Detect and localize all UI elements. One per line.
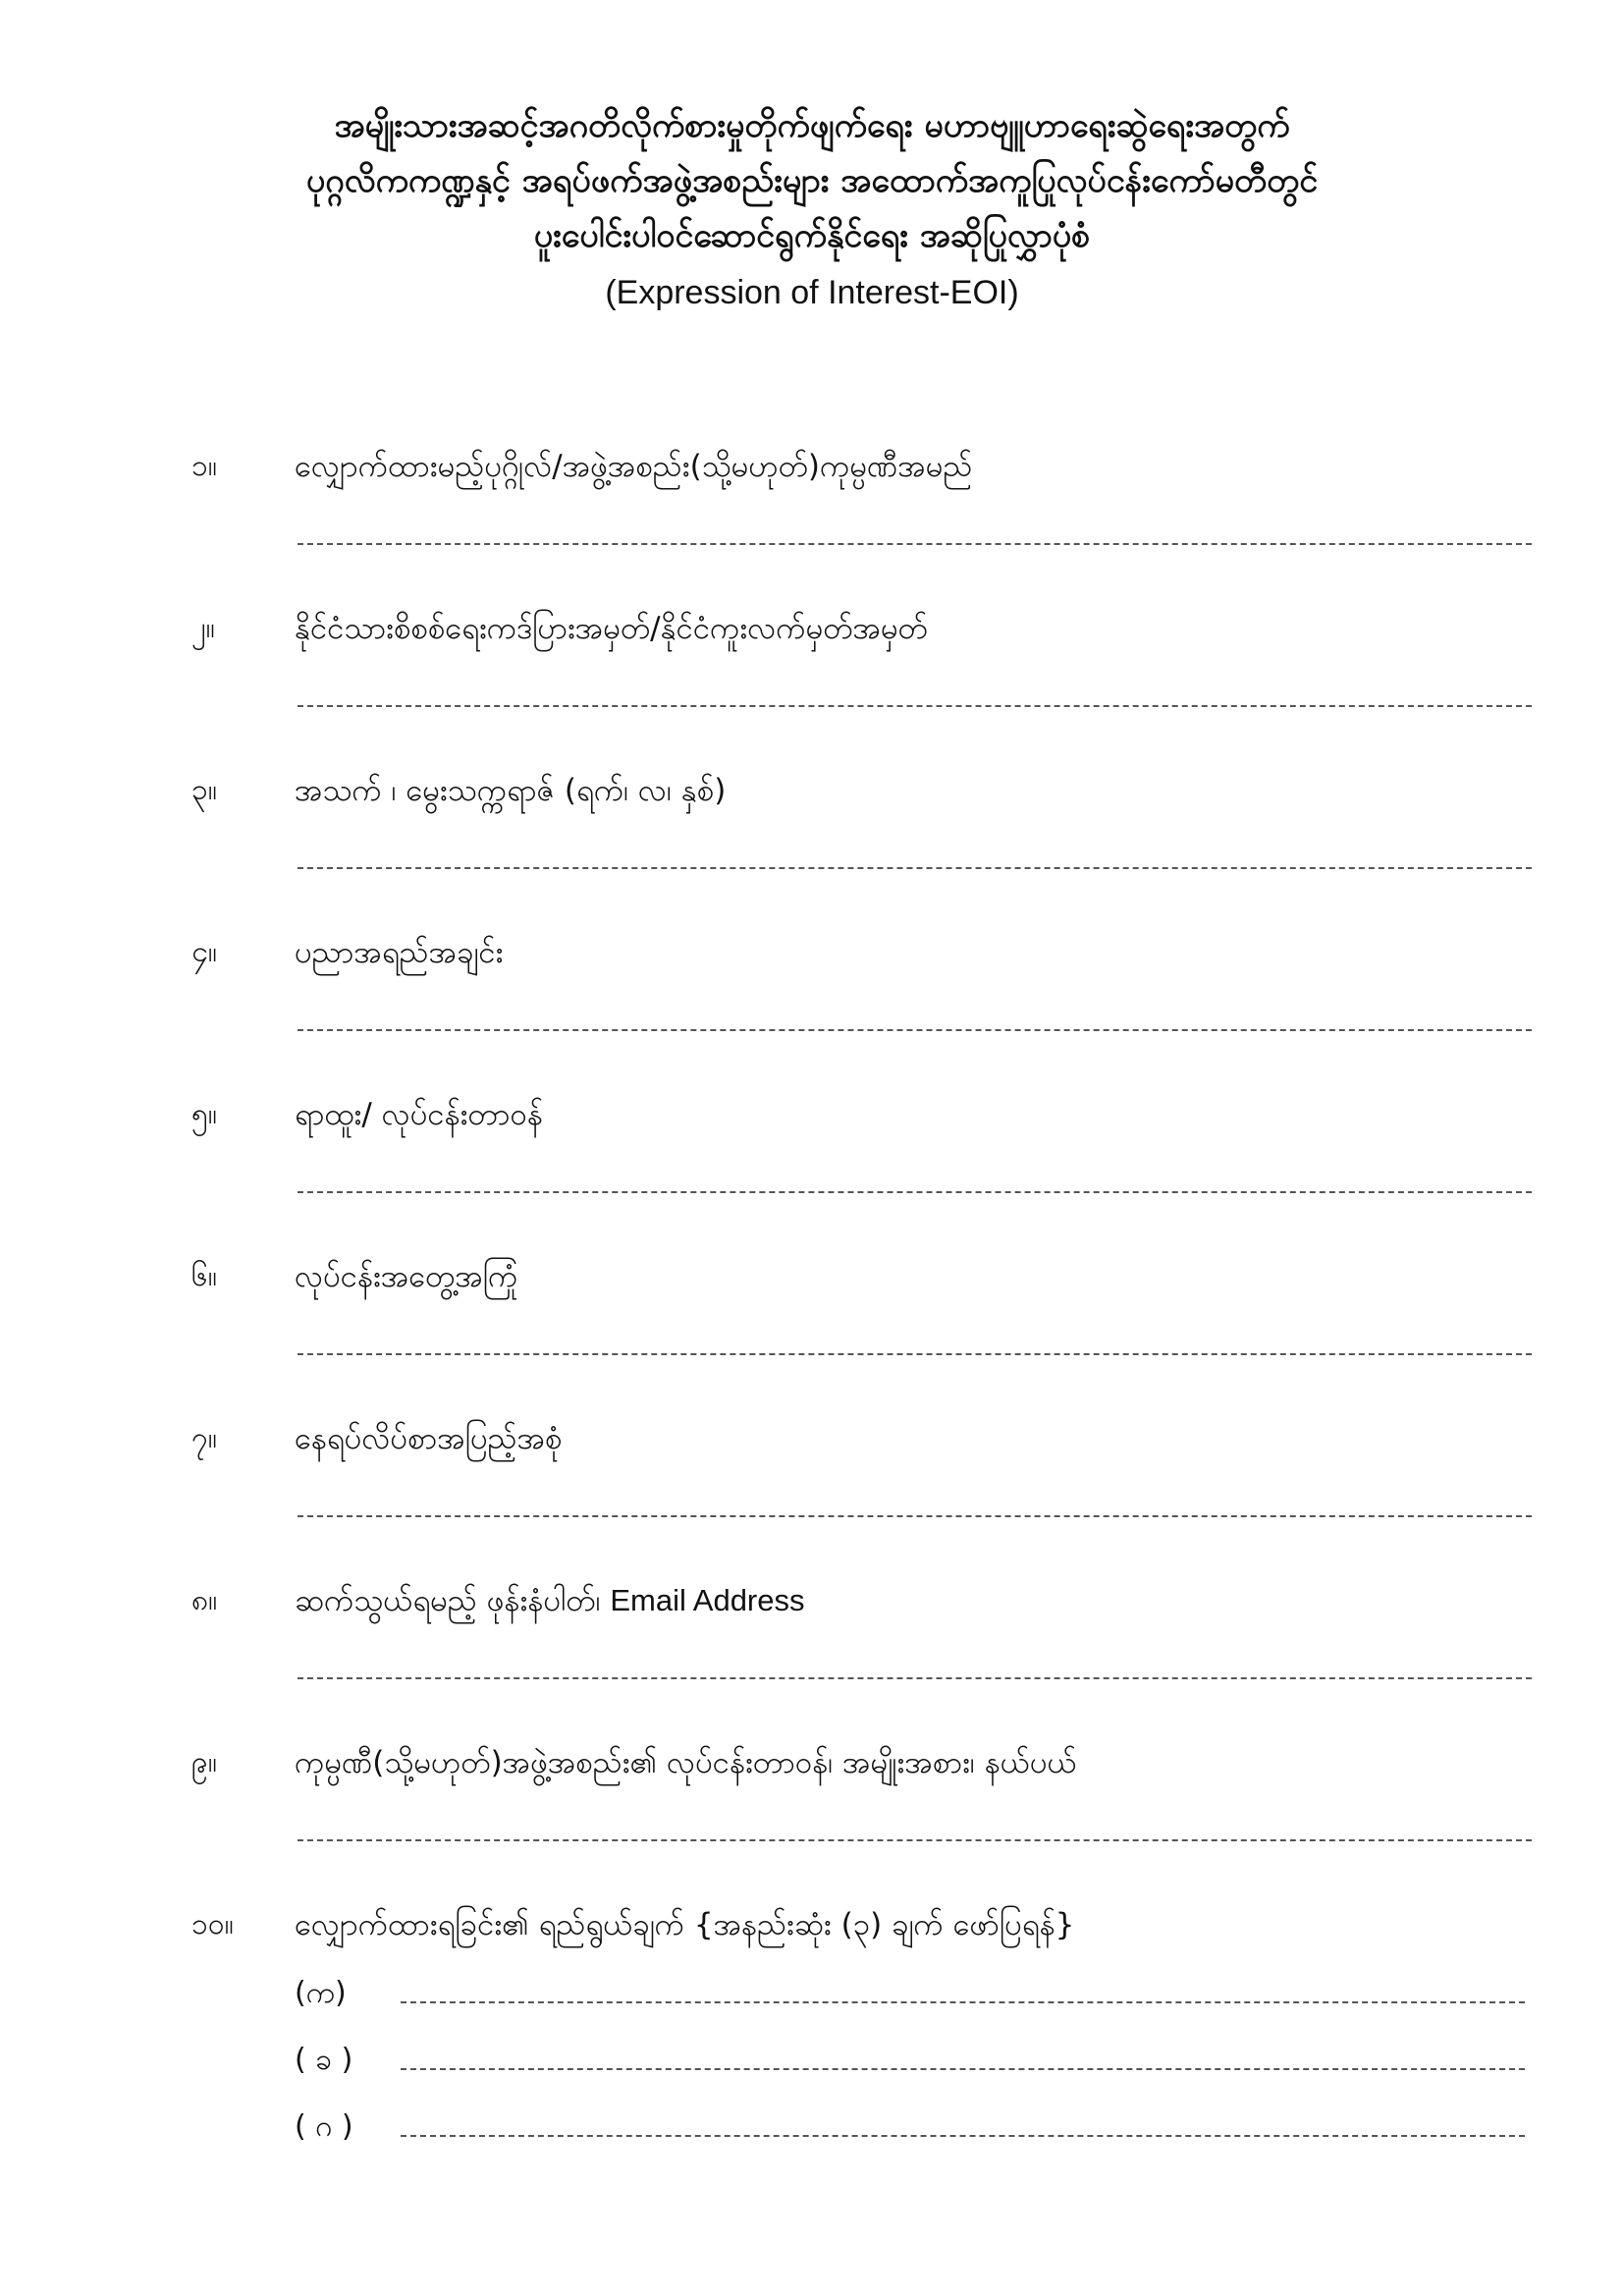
item-label: ရာထူး/ လုပ်ငန်းတာဝန် xyxy=(295,1097,543,1132)
reason-item-c xyxy=(295,2107,1532,2147)
item-number: ၇။ xyxy=(191,1421,217,1455)
item-number: ၈။ xyxy=(191,1583,218,1617)
answer-line[interactable] xyxy=(298,543,1532,545)
item-label: ကုမ္ပဏီ(သို့မဟုတ်)အဖွဲ့အစည်း၏ လုပ်ငန်းတာဝန်၊ အမျိုးအစား၊ နယ်ပယ် xyxy=(295,1745,1077,1780)
answer-line[interactable] xyxy=(298,1353,1532,1355)
item-label: လျှောက်ထားရခြင်း၏ ရည်ရွယ်ချက် {အနည်းဆုံး (၃) ချက် ဖော်ပြရန်} xyxy=(295,1907,1075,1942)
reason-label: (က) xyxy=(295,1976,347,2010)
form-title-block xyxy=(147,98,1477,322)
item-number: ၉။ xyxy=(191,1745,217,1779)
item-number: ၄။ xyxy=(191,935,217,969)
reason-item-b xyxy=(295,2041,1532,2080)
answer-line[interactable] xyxy=(298,705,1532,707)
title-line-1: အမျိုးသားအဆင့်အဂတိလိုက်စားမှုတိုက်ဖျက်ရေး မဟာဗျူဟာရေးဆွဲရေးအတွက် xyxy=(334,106,1290,145)
reason-label: ( ဂ ) xyxy=(295,2109,353,2144)
item-label-email: Email Address xyxy=(610,1583,805,1617)
item-label: လုပ်ငန်းအတွေ့အကြုံ xyxy=(295,1259,518,1294)
item-label-text: ဆက်သွယ်ရမည့် ဖုန်းနံပါတ်၊ xyxy=(295,1583,601,1618)
answer-line[interactable] xyxy=(298,1677,1532,1679)
answer-line[interactable] xyxy=(298,1191,1532,1193)
item-number: ၃။ xyxy=(191,773,217,807)
item-number: ၁။ xyxy=(191,449,217,483)
reason-label: ( ခ ) xyxy=(295,2043,353,2077)
form-subtitle: (Expression of Interest-EOI) xyxy=(605,274,1019,311)
reason-answer-line[interactable] xyxy=(401,2068,1525,2070)
item-number: ၂။ xyxy=(191,611,215,645)
title-line-3: ပူးပေါင်းပါဝင်ဆောင်ရွက်နိုင်ရေး အဆိုပြုလွှာပုံစံ xyxy=(533,216,1091,255)
item-label: နိုင်ငံသားစိစစ်ရေးကဒ်ပြားအမှတ်/နိုင်ငံကူးလက်မှတ်အမှတ် xyxy=(295,611,928,646)
item-number: ၅။ xyxy=(191,1097,217,1131)
answer-line[interactable] xyxy=(298,1839,1532,1841)
item-number: ၁၀။ xyxy=(191,1907,234,1941)
answer-line[interactable] xyxy=(298,1029,1532,1031)
title-line-2: ပုဂ္ဂလိကကဏ္ဍနှင့် အရပ်ဖက်အဖွဲ့အစည်းများ အထောက်အကူပြုလုပ်ငန်းကော်မတီတွင် xyxy=(305,161,1319,200)
item-number: ၆။ xyxy=(191,1259,217,1293)
item-label: နေရပ်လိပ်စာအပြည့်အစုံ xyxy=(295,1421,563,1456)
reason-item-a xyxy=(295,1974,1532,2013)
item-label: အသက် ၊ မွေးသက္ကရာဇ် (ရက်၊ လ၊ နှစ်) xyxy=(295,773,727,808)
answer-line[interactable] xyxy=(298,867,1532,869)
item-label xyxy=(295,1581,805,1620)
reason-answer-line[interactable] xyxy=(401,2135,1525,2137)
reason-answer-line[interactable] xyxy=(401,2001,1525,2003)
answer-line[interactable] xyxy=(298,1515,1532,1517)
item-label: ပညာအရည်အချင်း xyxy=(295,935,504,970)
item-label: လျှောက်ထားမည့်ပုဂ္ဂိုလ်/အဖွဲ့အစည်း(သို့မဟုတ်)ကုမ္ပဏီအမည် xyxy=(295,449,973,484)
